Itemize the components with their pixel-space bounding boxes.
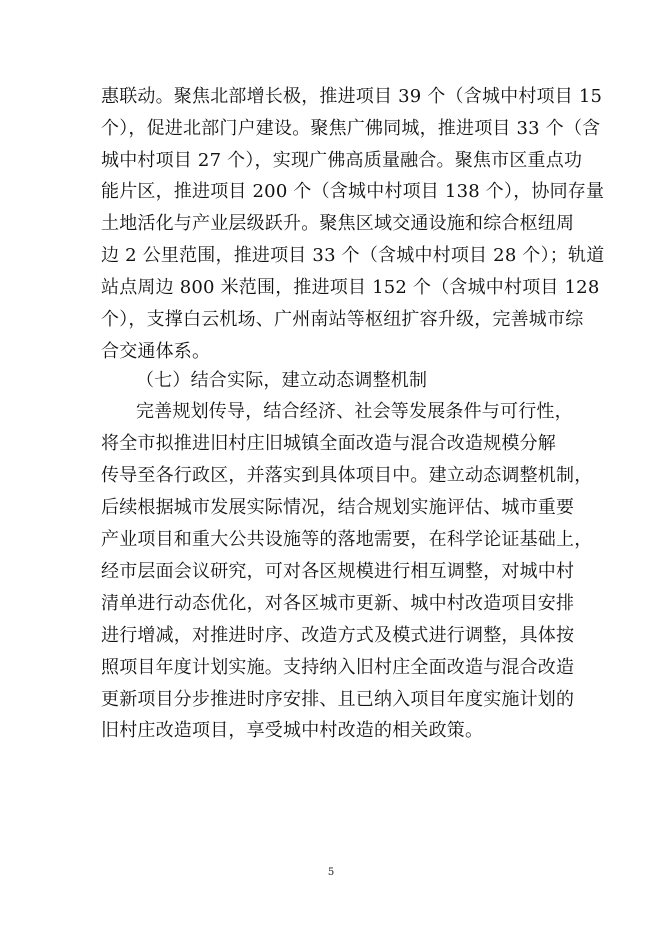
body-text-line: 土地活化与产业层级跃升。聚焦区域交通设施和综合枢纽周 xyxy=(101,213,575,234)
body-text-line: 合交通体系。 xyxy=(101,341,211,362)
body-text-line: 产业项目和重大公共设施等的落地需要，在科学论证基础上， xyxy=(101,529,593,550)
body-text-line: 惠联动。聚焦北部增长极，推进项目 39 个（含城中村项目 15 xyxy=(101,86,603,107)
body-text-line: 经市层面会议研究，可对各区规模进行相互调整，对城中村 xyxy=(101,561,575,582)
body-text-line: 个），促进北部门户建设。聚焦广佛同城，推进项目 33 个（含 xyxy=(101,118,601,139)
body-text-line: 照项目年度计划实施。支持纳入旧村庄全面改造与混合改造 xyxy=(101,657,575,678)
body-text-line: 站点周边 800 米范围，推进项目 152 个（含城中村项目 128 xyxy=(101,277,600,298)
body-text-line: 城中村项目 27 个），实现广佛高质量融合。聚焦市区重点功 xyxy=(101,150,583,171)
body-text-line: 旧村庄改造项目，享受城中村改造的相关政策。 xyxy=(101,720,484,741)
body-text-line: 更新项目分步推进时序安排、且已纳入项目年度实施计划的 xyxy=(101,689,575,710)
body-text-line: 传导至各行政区，并落实到具体项目中。建立动态调整机制， xyxy=(101,465,593,486)
body-text-line: 将全市拟推进旧村庄旧城镇全面改造与混合改造规模分解 xyxy=(101,433,556,454)
page-number: 5 xyxy=(327,867,335,878)
body-text-line: 边 2 公里范围，推进项目 33 个（含城中村项目 28 个）；轨道 xyxy=(101,245,605,266)
body-text-line: 后续根据城市发展实际情况，结合规划实施评估、城市重要 xyxy=(101,497,575,518)
paragraph-first-line: 完善规划传导，结合经济、社会等发展条件与可行性， xyxy=(136,401,573,422)
body-text-line: 个），支撑白云机场、广州南站等枢纽扩容升级，完善城市综 xyxy=(101,309,584,330)
section-heading: （七）结合实际，建立动态调整机制 xyxy=(136,370,428,391)
body-text-line: 进行增减，对推进时序、改造方式及模式进行调整，具体按 xyxy=(101,625,575,646)
body-text-line: 清单进行动态优化，对各区城市更新、城中村改造项目安排 xyxy=(101,593,575,614)
body-text-line: 能片区，推进项目 200 个（含城中村项目 138 个），协同存量 xyxy=(101,181,605,202)
